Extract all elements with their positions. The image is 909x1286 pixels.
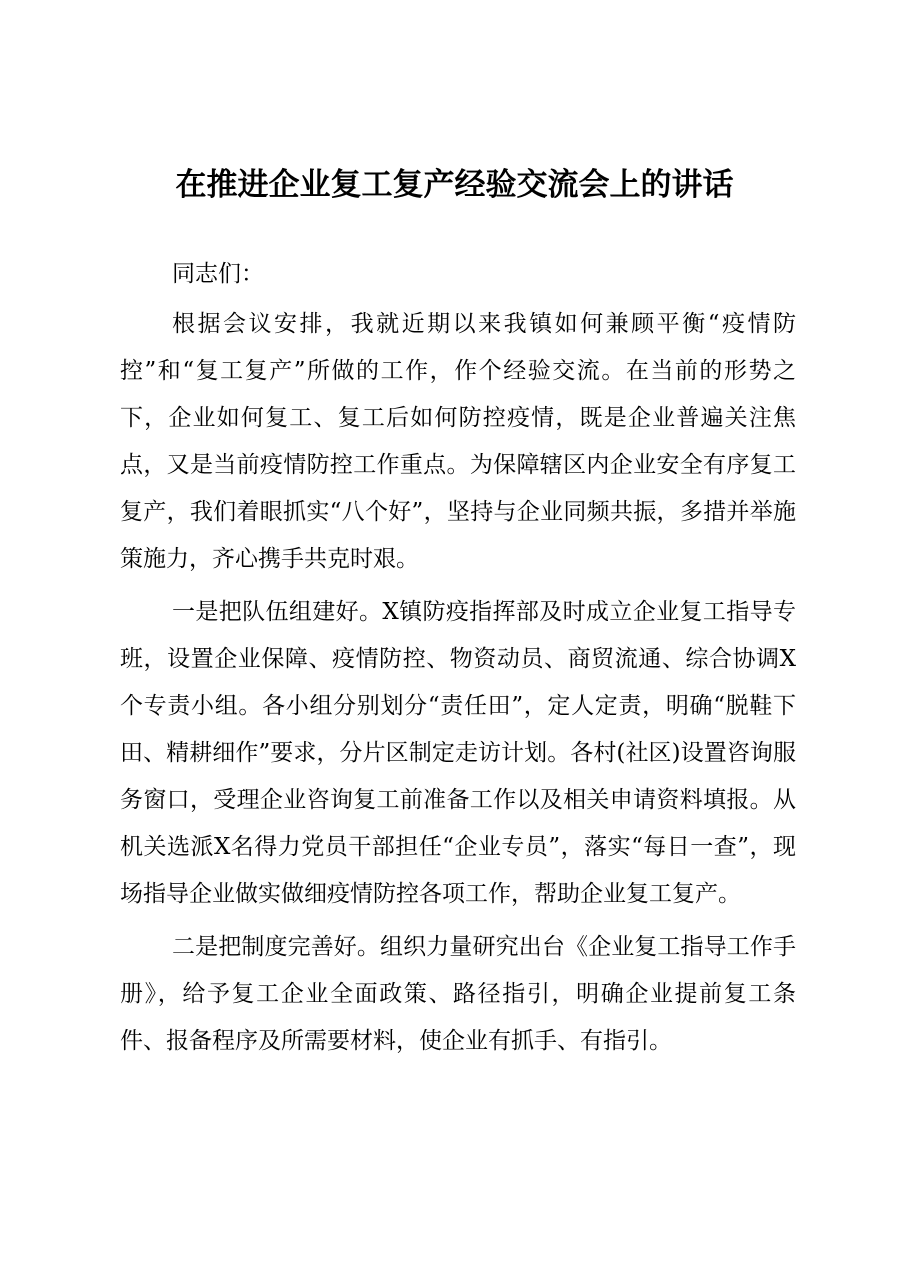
paragraph-intro: 根据会议安排，我就近期以来我镇如何兼顾平衡“疫情防控”和“复工复产”所做的工作，作个经验交流。在当前的形势之下，企业如何复工、复工后如何防控疫情，既是企业普遍关注焦点，又是当前疫情防控工作重点。为保障辖区内企业安全有序复工复产，我们着眼抓实“八个好”，坚持与企业同频共振，多措并举施策施力，齐心携手共克时艰。 [120, 311, 796, 572]
document-title: 在推进企业复工复产经验交流会上的讲话 [175, 167, 734, 203]
greeting: 同志们： [172, 261, 264, 287]
paragraph-system: 二是把制度完善好。组织力量研究出台《企业复工指导工作手册》，给予复工企业全面政策、路径指引，明确企业提前复工条件、报备程序及所需要材料，使企业有抓手、有指引。 [120, 934, 796, 1054]
paragraph-team: 一是把队伍组建好。X镇防疫指挥部及时成立企业复工指导专班，设置企业保障、疫情防控、物资动员、商贸流通、综合协调X个专责小组。各小组分别划分“责任田”，定人定责，明确“脱鞋下田、精耕细作”要求，分片区制定走访计划。各村(社区)设置咨询服务窗口，受理企业咨询复工前准备工作以及相关申请资料填报。从机关选派X名得力党员干部担任“企业专员”，落实“每日一查”，现场指导企业做实做细疫情防控各项工作，帮助企业复工复产。 [120, 599, 796, 907]
document-body [120, 251, 796, 1071]
